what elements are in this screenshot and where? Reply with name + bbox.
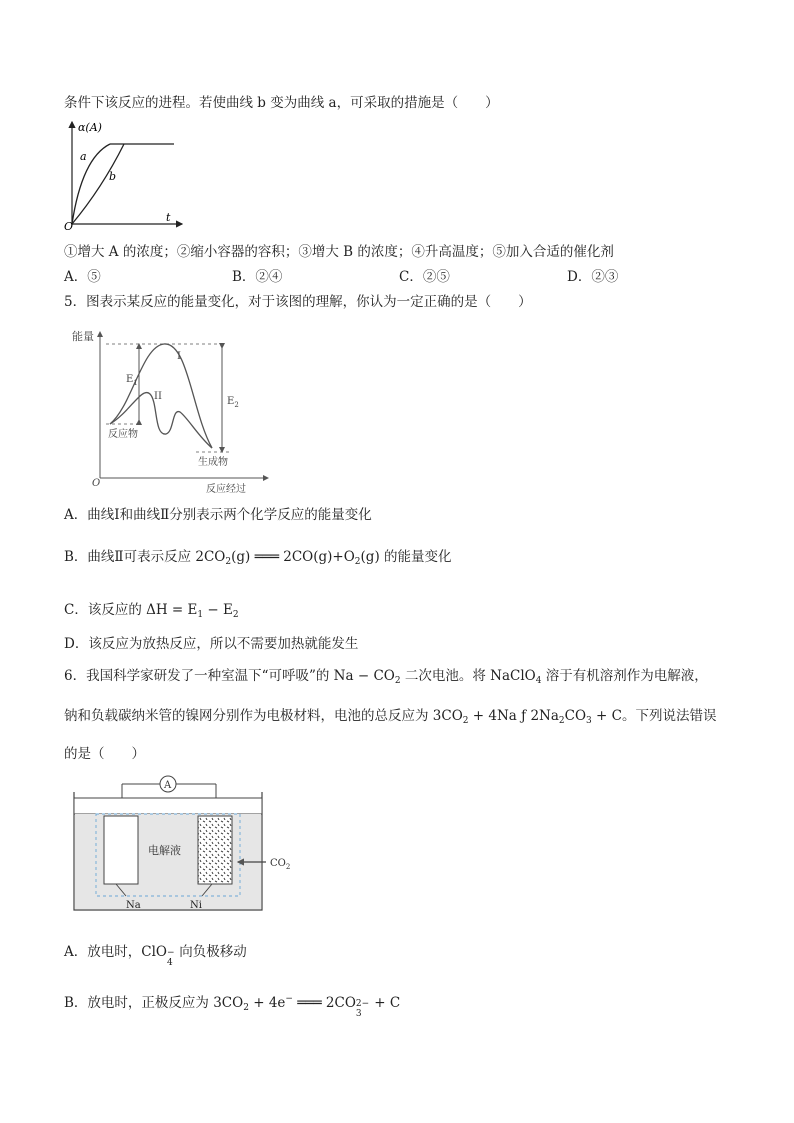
q6-battery-diagram [70,772,310,920]
electrolyte-label: 电解液 [148,844,181,857]
e2-label: $E_2$ [227,396,239,409]
ammeter-label: A [164,780,172,791]
y-axis-label: α(A) [78,121,102,134]
na-electrode [104,816,138,884]
q4-option-b[interactable]: B．②④ [232,269,283,285]
progress-axis-label: 反应经过 [206,484,246,495]
product-label: 生成物 [198,457,228,468]
ni-label: Ni [190,900,202,911]
curve-a [72,144,110,224]
q5-energy-diagram [72,326,282,496]
q6-stem-line3: 的是（ ） [64,746,145,762]
container-lid [74,798,262,814]
q5-stem: 5．图表示某反应的能量变化，对于该图的理解，你认为一定正确的是（ ） [64,294,532,310]
q6-stem-line2: 钠和负载碳纳米管的镍网分别作为电极材料，电池的总反应为 $3CO_2 + 4Na$ ƒ $2Na_2CO_3 + C$。下列说法错误 [64,708,717,726]
reactant-label: 反应物 [108,429,138,440]
q4-option-a[interactable]: A．⑤ [64,269,101,285]
electrolyte [75,814,261,909]
q6-option-a[interactable]: A．放电时，ClO − 4 向负极移动 [64,944,247,968]
ni-electrode [198,816,232,884]
energy-axis-label: 能量 [72,330,94,343]
co2-label: $CO_2$ [270,858,291,871]
q4-option-d[interactable]: D．②③ [567,269,619,285]
q5-option-a[interactable]: A．曲线Ⅰ和曲线Ⅱ分别表示两个化学反应的能量变化 [64,507,372,523]
origin-label: O [64,220,74,233]
curve-b-label: b [109,170,117,183]
q4-conversion-graph [62,118,192,234]
x-axis-label: t [166,211,171,224]
q6-stem-line1: 6．我国科学家研发了一种室温下“可呼吸”的 $Na - CO_2$ 二次电池。将 NaClO$_4$ 溶于有机溶剂作为电解液， [64,668,708,686]
q4-stem: 条件下该反应的进程。若使曲线 b 变为曲线 a，可采取的措施是（ ） [64,95,499,111]
na-label: Na [126,900,141,911]
q5-option-c[interactable]: C．该反应的 $\Delta H = E_1 - E_2$ [64,602,239,620]
q6-option-b[interactable]: B．放电时，正极反应为 $3CO_2 + 4e^-$ ═══ 2CO 2− 3 + C [64,994,401,1019]
curve-a-label: a [80,150,87,163]
e1-label: $E_1$ [126,374,138,387]
curve-I-label: I [177,351,181,362]
curve-II-label: II [154,391,162,402]
origin-label: O [92,478,101,489]
q4-measures: ①增大 A 的浓度；②缩小容器的容积；③增大 B 的浓度；④升高温度；⑤加入合适的催化剂 [64,244,614,260]
q5-option-d[interactable]: D．该反应为放热反应，所以不需要加热就能发生 [64,636,359,652]
q5-option-b[interactable]: B．曲线Ⅱ可表示反应 $2CO_2(g)$ ═══ $2CO(g)+O_2(g)$ 的能量变化 [64,549,452,567]
q4-option-c[interactable]: C．②⑤ [399,269,450,285]
